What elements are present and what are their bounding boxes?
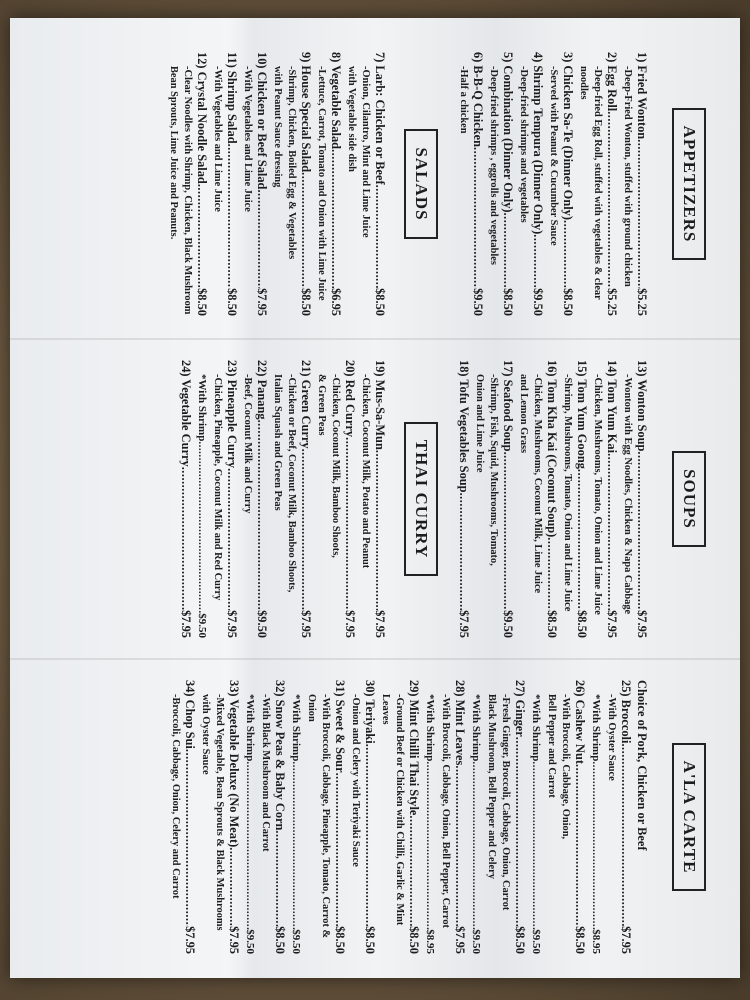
menu-item-shrimp-option (242, 680, 258, 954)
dot-leader (194, 441, 210, 613)
item-price: $8.50 (513, 926, 527, 954)
menu-item-shrimp-option (422, 680, 438, 954)
menu-item-row (372, 360, 388, 638)
dot-leader (528, 761, 544, 929)
dot-leader (618, 743, 634, 926)
item-name: 4) Shrimp Tempura (Dinner Only) (531, 52, 545, 235)
menu-item (378, 680, 422, 954)
menu-item-row (572, 680, 588, 954)
item-description: -Chicken, Pineapple, Coconut Milk and Red Curry (212, 374, 223, 601)
menu-item-row (254, 360, 270, 638)
item-name: *With Shrimp (530, 694, 542, 762)
dot-leader (452, 765, 468, 926)
menu-item (472, 360, 516, 638)
dot-leader (634, 139, 650, 288)
menu-item (588, 680, 634, 954)
item-price: $7.95 (227, 926, 241, 954)
item-price: $8.95 (424, 929, 436, 954)
dot-leader (634, 451, 650, 610)
dot-leader (226, 847, 242, 926)
item-price: $9.50 (471, 288, 485, 316)
a-la-carte-intro: Choice of Pork, Chicken or Beef (635, 680, 649, 851)
item-name: 22) Panang (255, 360, 269, 420)
appetizers-list (456, 52, 650, 316)
item-name: 7) Larb: Chicken or Beef (373, 52, 387, 185)
item-name: 32) Snow Peas & Baby Corn (273, 680, 287, 831)
item-name: 29) Mint Chilli Thai Style (407, 680, 421, 816)
item-name: 15) Tom Yum Goong (575, 360, 589, 469)
section-heading-salads: SALADS (404, 129, 438, 238)
item-price: $8.50 (561, 288, 575, 316)
menu-item-row (618, 680, 634, 954)
menu-item-row (574, 360, 590, 638)
item-price: $7.95 (457, 610, 471, 638)
item-description: -Beef, Coconut Milk and Curry (242, 374, 253, 514)
menu-item-row (456, 360, 472, 638)
item-price: $8.50 (273, 926, 287, 954)
item-name: 10) Chicken or Beef Salad (255, 52, 269, 190)
item-description: Onion and Lime Juice (474, 374, 485, 473)
menu-item-row (182, 680, 198, 954)
item-name: *With Shrimp (470, 694, 482, 762)
menu-item-row (298, 52, 314, 316)
soups-list (456, 360, 650, 638)
item-description: & Green Peas (316, 374, 327, 436)
item-description: -Chicken, Coconut Milk, Potato and Peanut (360, 374, 371, 569)
dot-leader (272, 830, 288, 926)
menu-item (166, 52, 210, 316)
menu-item (242, 680, 288, 954)
menu-item (348, 680, 378, 954)
dot-leader (530, 234, 546, 288)
item-description: -Served with Peanut & Cucumber Sauce (548, 66, 559, 246)
item-price: $9.50 (244, 929, 256, 954)
item-price: $8.50 (545, 610, 559, 638)
item-name: *With Shrimp (424, 694, 436, 762)
dot-leader (328, 149, 344, 288)
item-name: 13) Wonton Soup (635, 360, 649, 452)
menu-item-row (298, 360, 314, 638)
item-description: -Wonton with Egg Noodles, Chicken & Napa Cabbage (622, 374, 633, 615)
curry-list (178, 360, 388, 638)
dot-leader (332, 773, 348, 927)
menu-item (168, 680, 198, 954)
menu-item (620, 360, 650, 638)
menu-item-row (272, 680, 288, 954)
item-description: Black Mushroom, Bell Pepper and Celery (486, 694, 497, 879)
item-price: $7.95 (453, 926, 467, 954)
item-price: $7.95 (225, 610, 239, 638)
item-price: $8.50 (333, 926, 347, 954)
section-heading-soups: SOUPS (672, 451, 706, 547)
item-price: $9.50 (531, 288, 545, 316)
item-price: $8.50 (363, 926, 377, 954)
item-description: -Chicken, Coconut Milk, Bamboo Shoots, (330, 374, 341, 558)
menu-item-row (604, 52, 620, 316)
item-name: 12) Crystal Noodle Salad (195, 52, 209, 184)
menu-item (516, 360, 560, 638)
dot-leader (254, 420, 270, 611)
item-description: Bell Pepper and Carrot (546, 694, 557, 798)
item-price: $8.95 (590, 929, 602, 954)
menu-item-row (530, 52, 546, 316)
a-la-carte-list (168, 680, 634, 954)
menu-item (210, 52, 240, 316)
item-price: $6.95 (329, 288, 343, 316)
item-price: $7.95 (343, 610, 357, 638)
item-description: -Deep-fried shrimps and vegetables (518, 66, 529, 223)
dot-leader (604, 453, 620, 610)
item-price: $9.50 (470, 929, 482, 954)
item-price: $8.50 (299, 288, 313, 316)
item-price: $7.95 (183, 926, 197, 954)
item-name: 9) House Special Salad (299, 52, 313, 173)
item-description: -With Vegetables and Lime Juice (242, 66, 253, 212)
item-name: *With Shrimp (196, 374, 208, 442)
menu-item (560, 360, 590, 638)
item-description: -Chicken, Mushrooms, Tomato, Onion and Lime Juice (592, 374, 603, 615)
item-description: -Deep-fried Egg Roll, stuffed with vegetables & clear noodles (578, 66, 603, 300)
item-price: $9.50 (255, 610, 269, 638)
item-description: -Ground Beef or Chicken with Chilli, Garlic & Mint Leaves (380, 694, 405, 926)
menu-item-row (226, 680, 242, 954)
menu-item (486, 52, 516, 316)
menu-item (288, 680, 348, 954)
menu-item (358, 360, 388, 638)
item-price: $7.95 (619, 926, 633, 954)
dot-leader (470, 147, 486, 288)
item-price: $8.50 (195, 288, 209, 316)
dot-leader (468, 761, 484, 929)
item-price: $8.50 (225, 288, 239, 316)
menu-item (240, 52, 270, 316)
dot-leader (178, 467, 194, 610)
item-price: $7.95 (635, 610, 649, 638)
item-price: $7.95 (179, 610, 193, 638)
item-description: -Mixed Vegetable, Bean Sprouts & Black Mushrooms (214, 694, 225, 931)
item-price: $8.50 (575, 610, 589, 638)
item-description: -Clear Noodles with Shrimp, Chicken, Black Mushroom (182, 66, 193, 315)
item-price: $9.50 (530, 929, 542, 954)
menu-item (240, 360, 270, 638)
item-description: -Fresh Ginger, Broccoli, Cabbage, Onion, Carrot (500, 694, 511, 911)
menu-item (198, 680, 242, 954)
dot-leader (224, 468, 240, 610)
item-description: -Half a chicken (458, 66, 469, 134)
menu-item (314, 360, 358, 638)
item-description: -With Black Mushroom and Carrot (260, 694, 271, 852)
item-name: 24) Vegetable Curry (179, 360, 193, 467)
item-description: with Vegetable side dish (346, 66, 357, 172)
item-description: -With Vegetables and Lime Juice (212, 66, 223, 212)
dot-leader (500, 452, 516, 611)
item-description: -Deep-Fried Wonton, stuffed with ground chicken (622, 66, 633, 287)
item-description: -With Broccoli, Cabbage, Onion, (560, 694, 571, 840)
dot-leader (372, 450, 388, 610)
item-price: $5.25 (605, 288, 619, 316)
menu-item-row (500, 360, 516, 638)
item-name: 17) Seafood Soup (501, 360, 515, 452)
menu-item-row (372, 52, 388, 316)
menu-item (344, 52, 388, 316)
dot-leader (574, 469, 590, 610)
dot-leader (342, 437, 358, 610)
menu-item-row (406, 680, 422, 954)
item-name: 6) B-B-Q Chicken (471, 52, 485, 147)
item-price: $7.95 (255, 288, 269, 316)
item-price: $5.25 (635, 288, 649, 316)
item-name: 5) Combination (Dinner Only) (501, 52, 515, 213)
menu-item-row (634, 360, 650, 638)
item-price: $8.50 (407, 926, 421, 954)
item-name: *With Shrimp (590, 694, 602, 762)
dot-leader (544, 537, 560, 610)
menu-item (178, 360, 194, 638)
dot-leader (362, 744, 378, 926)
menu-item-row (342, 360, 358, 638)
dot-leader (224, 144, 240, 289)
item-price: $8.50 (573, 926, 587, 954)
menu-item (576, 52, 620, 316)
dot-leader (512, 737, 528, 926)
menu-content (10, 18, 740, 978)
item-name: 11) Shrimp Salad (225, 52, 239, 144)
menu-item-row (224, 52, 240, 316)
item-price: $8.50 (373, 288, 387, 316)
menu-item-row (544, 360, 560, 638)
item-name: 23) Pineapple Curry (225, 360, 239, 469)
item-name: *With Shrimp (290, 694, 302, 762)
menu-item (194, 360, 240, 638)
dot-leader (254, 189, 270, 288)
item-description: -With Broccoli, Cabbage, Pineapple, Tomato, Carrot & Onion (306, 694, 331, 939)
menu-item-shrimp-option (468, 680, 484, 954)
item-name: 26) Cashew Nut (573, 680, 587, 764)
item-description: and Lemon Grass (518, 374, 529, 454)
panel-middle (10, 338, 740, 658)
menu-item-row (512, 680, 528, 954)
item-name: 14) Tom Yum Kai (605, 360, 619, 454)
item-price: $7.95 (373, 610, 387, 638)
item-price: $7.95 (605, 610, 619, 638)
item-name: 19) Mus-Sa-Mun (373, 360, 387, 450)
item-name: 1) Fried Wonton (635, 52, 649, 140)
menu-item (468, 680, 528, 954)
menu-item-row (224, 360, 240, 638)
item-name: 28) Mint Leaves (453, 680, 467, 766)
item-name: 33) Vegetable Deluxe (No Meat) (227, 680, 241, 848)
item-description: -Chicken or Beef, Coconut Milk, Bamboo Shoots, (286, 374, 297, 593)
menu-item-row (470, 52, 486, 316)
menu-item (270, 52, 314, 316)
item-name: 31) Sweet & Sour (333, 680, 347, 773)
menu-item (456, 360, 472, 638)
dot-leader (194, 184, 210, 288)
item-name: 34) Chop Sui (183, 680, 197, 749)
dot-leader (242, 761, 258, 929)
item-description: -Onion, Cilantro, Mint and Lime Juice (360, 66, 371, 238)
item-description: -With Oyster Sauce (606, 694, 617, 781)
item-description: -Chicken, Mushrooms, Coconut Milk, Lime Juice (532, 374, 543, 594)
item-name: 21) Green Curry (299, 360, 313, 449)
section-heading-appetizers: APPETIZERS (672, 108, 706, 261)
menu-item-shrimp-option (194, 360, 210, 638)
item-description: -With Broccoli, Cabbage, Onion, Bell Pepper, Carrot (440, 694, 451, 928)
item-description: Bean Sprouts, Lime Juice and Peanuts. (168, 66, 179, 240)
panel-left (10, 18, 740, 338)
menu-item-shrimp-option (588, 680, 604, 954)
item-description: -Shrimp, Chicken, Boiled Egg & Vegetables (286, 66, 297, 260)
item-price: $9.50 (501, 610, 515, 638)
item-description: -Onion and Celery with Teriyaki Sauce (350, 694, 361, 867)
section-heading-a-la-carte: A'LA CARTE (672, 743, 706, 892)
dot-leader (372, 185, 388, 288)
item-price: $7.95 (299, 610, 313, 638)
item-name: 2) Egg Roll (605, 52, 619, 112)
item-name: 30) Teriyaki (363, 680, 377, 744)
menu-item (422, 680, 468, 954)
menu-sheet (10, 18, 740, 978)
item-name: 27) Ginger (513, 680, 527, 737)
dot-leader (500, 213, 516, 289)
dot-leader (456, 493, 472, 611)
dot-leader (288, 761, 304, 929)
dot-leader (572, 764, 588, 926)
menu-item-row (604, 360, 620, 638)
item-price: $8.50 (501, 288, 515, 316)
item-name: 20) Red Curry (343, 360, 357, 438)
menu-item-row (332, 680, 348, 954)
item-price: $9.50 (196, 613, 208, 638)
menu-item-row (254, 52, 270, 316)
menu-item-row (500, 52, 516, 316)
section-heading-thai-curry: THAI CURRY (404, 422, 438, 577)
dot-leader (298, 172, 314, 288)
item-name: 3) Chicken Sa-Te (Dinner Only) (561, 52, 575, 220)
item-name: 25) Broccoli (619, 680, 633, 744)
dot-leader (604, 111, 620, 288)
item-name: 18) Tofu Vegetables Soup (457, 360, 471, 493)
menu-item (270, 360, 314, 638)
item-name: 16) Tom Kha Kai (Coconut Soup) (545, 360, 559, 538)
dot-leader (182, 749, 198, 926)
item-name: 8) Vegetable Salad (329, 52, 343, 150)
item-description: with Peanut Sauce dressing (272, 66, 283, 188)
item-description: -Lettuce, Carrot, Tomato and Onion with Lime Juice (316, 66, 327, 301)
menu-item (516, 52, 546, 316)
item-description: -Deep-fried shrimps , eggrolls and vegetables (488, 66, 499, 265)
menu-item-shrimp-option (288, 680, 304, 954)
item-name: *With Shrimp (244, 694, 256, 762)
dot-leader (588, 761, 604, 929)
item-description: -Shrimp, Fish, Squid, Mushrooms, Tomato, (488, 374, 499, 566)
item-description: Italian Squash and Green Peas (272, 374, 283, 511)
menu-item (546, 52, 576, 316)
menu-item-row (328, 52, 344, 316)
item-description: with Oyster Sauce (200, 694, 211, 775)
menu-item (456, 52, 486, 316)
menu-item-row (634, 52, 650, 316)
panel-right (10, 658, 740, 978)
item-price: $9.50 (290, 929, 302, 954)
menu-item-row (362, 680, 378, 954)
menu-item (620, 52, 650, 316)
dot-leader (560, 220, 576, 288)
salads-list (166, 52, 388, 316)
menu-item-row (560, 52, 576, 316)
menu-item-row (452, 680, 468, 954)
menu-item (528, 680, 588, 954)
menu-item (314, 52, 344, 316)
menu-item-row (194, 52, 210, 316)
menu-item-row (178, 360, 194, 638)
item-description: -Shrimp, Mushrooms, Tomato, Onion and Lime Juice (562, 374, 573, 612)
dot-leader (422, 761, 438, 929)
item-description: -Broccoli, Cabbage, Onion, Celery and Carrot (170, 694, 181, 899)
menu-item (590, 360, 620, 638)
menu-item-shrimp-option (528, 680, 544, 954)
dot-leader (298, 449, 314, 611)
dot-leader (406, 815, 422, 926)
